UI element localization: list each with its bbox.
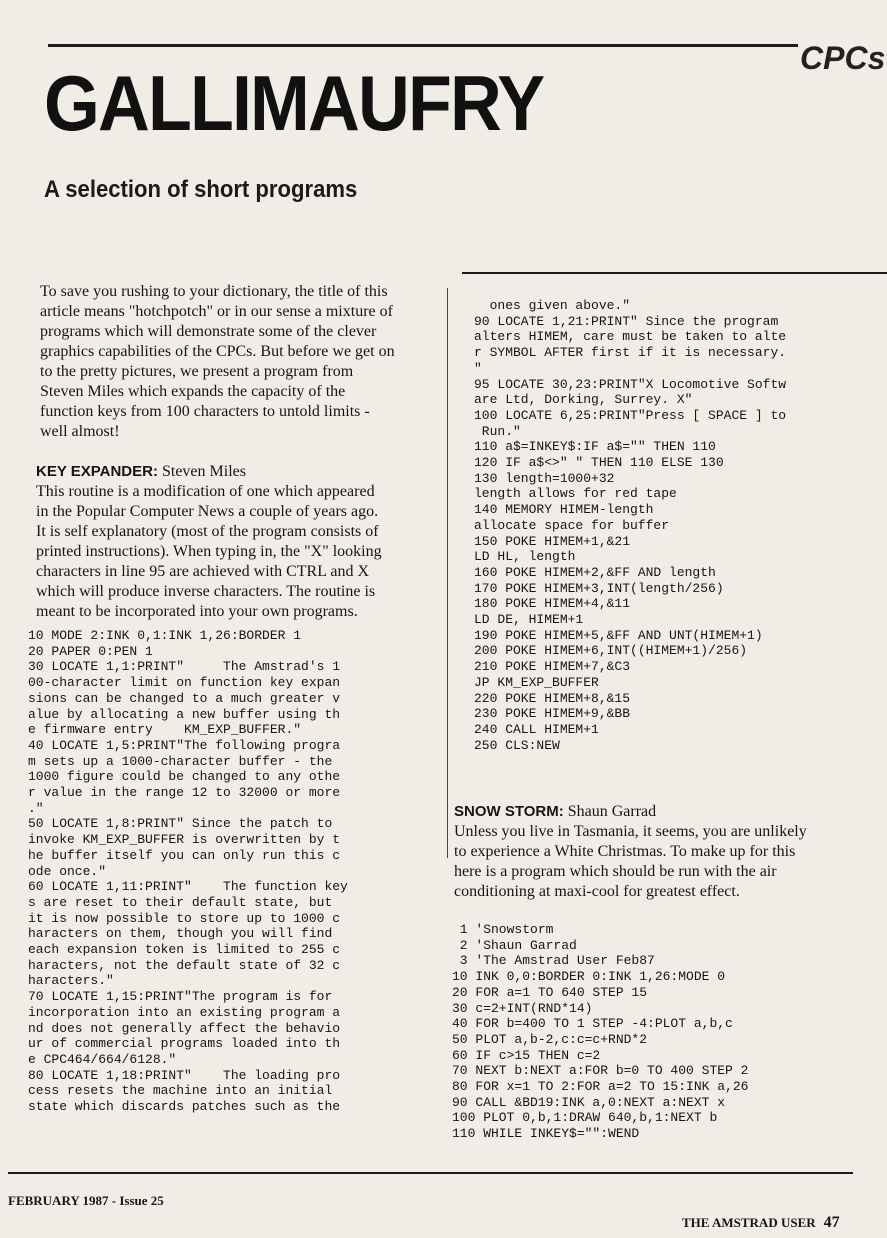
key-expander-line: in the Popular Computer News a couple of years ago.	[36, 503, 379, 520]
intro-line: To save you rushing to your dictionary, the title of this	[40, 283, 388, 300]
intro-line: to the pretty pictures, we present a program from	[40, 363, 354, 380]
issue-label: FEBRUARY 1987 - Issue 25	[8, 1193, 164, 1208]
page-subtitle: A selection of short programs	[44, 176, 358, 203]
key-expander-author: Steven Miles	[157, 463, 246, 480]
snow-storm-heading	[454, 802, 874, 822]
key-expander-code-left: 10 MODE 2:INK 0,1:INK 1,26:BORDER 1 20 PAPER 0:PEN 1 30 LOCATE 1,1:PRINT" The Amstrad's 1 00-character limit on function key expan sions can be changed to a much greater v alue by allocating a new buffer using th e firmware entry KM_EXP_BUFFER." 40 LOCATE 1,5:PRINT"The following progra m sets up a 1000-character buffer - the 1000 figure could be changed to any othe r value in the range 12 to 32000 or more ." 50 LOCATE 1,8:PRINT" Since the patch to invoke KM_EXP_BUFFER is overwritten by t he buffer itself you can only run this c ode once." 60 LOCATE 1,11:PRINT" The function key s are reset to their default state, but it is now possible to store up to 1000 c haracters on them, though you will find each expansion token is limited to 255 c haracters, not the default state of 32 c haracters." 70 LOCATE 1,15:PRINT"The program is for incorporation into an existing program a nd does not generally affect the behavio ur of commercial programs loaded into th e CPC464/664/6128." 80 LOCATE 1,18:PRINT" The loading pro cess resets the machine into an initial state which discards patches such as the	[28, 628, 348, 1115]
page-title: GALLIMAUFRY	[44, 59, 544, 147]
page-number: 47	[823, 1214, 840, 1231]
key-expander-line: meant to be incorporated into your own programs.	[36, 603, 358, 620]
intro-paragraph	[40, 282, 440, 442]
key-expander-code-right: ones given above." 90 LOCATE 1,21:PRINT" Since the program alters HIMEM, care must be taken to alte r SYMBOL AFTER first if it is necessary. " 95 LOCATE 30,23:PRINT"X Locomotive Softw are Ltd, Dorking, Surrey. X" 100 LOCATE 6,25:PRINT"Press [ SPACE ] to Run." 110 a$=INKEY$:IF a$="" THEN 110 120 IF a$<>" " THEN 110 ELSE 130 130 length=1000+32 length allows for red tape 140 MEMORY HIMEM-length allocate space for buffer 150 POKE HIMEM+1,&21 LD HL, length 160 POKE HIMEM+2,&FF AND length 170 POKE HIMEM+3,INT(length/256) 180 POKE HIMEM+4,&11 LD DE, HIMEM+1 190 POKE HIMEM+5,&FF AND UNT(HIMEM+1) 200 POKE HIMEM+6,INT((HIMEM+1)/256) 210 POKE HIMEM+7,&C3 JP KM_EXP_BUFFER 220 POKE HIMEM+8,&15 230 POKE HIMEM+9,&BB 240 CALL HIMEM+1 250 CLS:NEW	[474, 298, 787, 753]
key-expander-line: characters in line 95 are achieved with CTRL and X	[36, 563, 370, 580]
snow-storm-author: Shaun Garrad	[563, 803, 657, 820]
snow-storm-line: to experience a White Christmas. To make up for this	[454, 843, 796, 860]
key-expander-line: printed instructions). When typing in, the "X" looking	[36, 543, 382, 560]
header-bottom-rule	[462, 272, 887, 274]
snow-storm-line: here is a program which should be run with the air	[454, 863, 777, 880]
key-expander-heading	[36, 462, 446, 482]
page-footer	[682, 1214, 840, 1232]
intro-line: function keys from 100 characters to untold limits -	[40, 403, 370, 420]
section-tag: CPCs	[800, 40, 886, 76]
snow-storm-line: Unless you live in Tasmania, it seems, you are unlikely	[454, 823, 807, 840]
magazine-name: THE AMSTRAD USER	[682, 1215, 816, 1230]
snow-storm-code: 1 'Snowstorm 2 'Shaun Garrad 3 'The Amstrad User Feb87 10 INK 0,0:BORDER 0:INK 1,26:MODE 0 20 FOR a=1 TO 640 STEP 15 30 c=2+INT(RND*14) 40 FOR b=400 TO 1 STEP -4:PLOT a,b,c 50 PLOT a,b-2,c:c=c+RND*2 60 IF c>15 THEN c=2 70 NEXT b:NEXT a:FOR b=0 TO 400 STEP 2 80 FOR x=1 TO 2:FOR a=2 TO 15:INK a,26 90 CALL &BD19:INK a,0:NEXT a:NEXT x 100 PLOT 0,b,1:DRAW 640,b,1:NEXT b 110 WHILE INKEY$="":WEND	[452, 922, 749, 1142]
key-expander-section	[36, 462, 446, 622]
intro-line: article means "hotchpotch" or in our sense a mixture of	[40, 303, 393, 320]
top-rule	[48, 44, 798, 47]
snow-storm-label: SNOW STORM:	[454, 803, 564, 820]
intro-line: programs which will demonstrate some of the clever	[40, 323, 377, 340]
key-expander-line: It is self explanatory (most of the program consists of	[36, 523, 379, 540]
snow-storm-line: conditioning at maxi-cool for greatest effect.	[454, 883, 740, 900]
bottom-rule	[8, 1172, 853, 1174]
key-expander-line: This routine is a modification of one which appeared	[36, 483, 375, 500]
key-expander-line: which will produce inverse characters. The routine is	[36, 583, 376, 600]
key-expander-label: KEY EXPANDER:	[36, 463, 158, 480]
column-divider	[447, 288, 448, 858]
snow-storm-section	[454, 802, 874, 902]
intro-line: Steven Miles which expands the capacity of the	[40, 383, 346, 400]
intro-line: graphics capabilities of the CPCs. But before we get on	[40, 343, 395, 360]
intro-line: well almost!	[40, 423, 120, 440]
